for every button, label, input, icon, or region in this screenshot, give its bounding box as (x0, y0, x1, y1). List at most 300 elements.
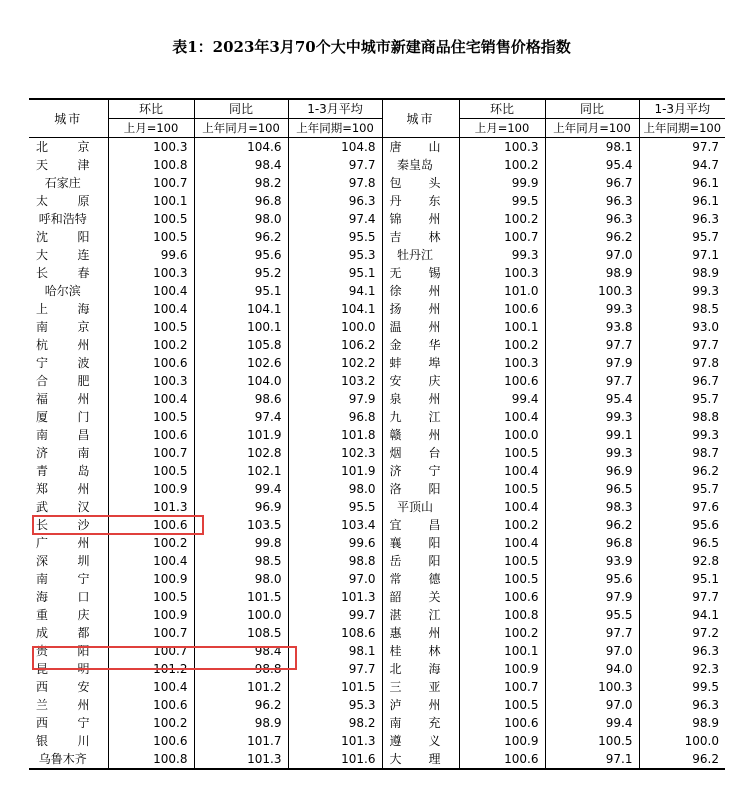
right-value-yoy: 95.5 (545, 606, 639, 624)
right-value-avg: 93.0 (639, 318, 725, 336)
header-avg-base-right: 上年同期=100 (639, 119, 725, 138)
right-value-avg: 98.8 (639, 408, 725, 426)
left-city-name: 北京 (36, 140, 90, 154)
right-value-mom: 100.6 (459, 300, 545, 318)
table-row (29, 192, 725, 210)
right-value-yoy: 97.7 (545, 372, 639, 390)
right-value-yoy: 95.6 (545, 570, 639, 588)
table-row (29, 462, 725, 480)
left-value-avg: 97.8 (288, 174, 382, 192)
right-value-mom: 100.1 (459, 642, 545, 660)
right-city-name: 南充 (382, 714, 459, 732)
left-city-name: 呼和浩特 (38, 212, 87, 226)
right-value-mom: 100.4 (459, 498, 545, 516)
right-value-avg: 92.8 (639, 552, 725, 570)
left-city-name: 西宁 (36, 716, 90, 730)
right-value-mom: 100.9 (459, 660, 545, 678)
right-value-avg: 98.9 (639, 264, 725, 282)
left-city-name: 长春 (36, 266, 90, 280)
right-value-avg: 97.2 (639, 624, 725, 642)
header-city-right: 城市 (382, 99, 459, 138)
right-city-name: 丹东 (382, 192, 459, 210)
table-row (29, 732, 725, 750)
left-value-avg: 94.1 (288, 282, 382, 300)
left-value-mom: 100.2 (108, 336, 194, 354)
left-value-yoy: 100.1 (194, 318, 288, 336)
right-value-yoy: 96.3 (545, 210, 639, 228)
left-value-yoy: 98.2 (194, 174, 288, 192)
right-value-mom: 100.2 (459, 624, 545, 642)
left-value-mom: 100.8 (108, 156, 194, 174)
left-value-avg: 98.8 (288, 552, 382, 570)
left-value-mom: 100.9 (108, 480, 194, 498)
left-value-avg: 101.6 (288, 750, 382, 769)
left-value-avg: 104.1 (288, 300, 382, 318)
table-row (29, 588, 725, 606)
left-value-yoy: 101.5 (194, 588, 288, 606)
left-value-avg: 95.3 (288, 246, 382, 264)
left-city-name: 长沙 (36, 518, 90, 532)
left-city-name: 石家庄 (44, 176, 81, 190)
left-value-yoy: 99.4 (194, 480, 288, 498)
left-value-avg: 102.3 (288, 444, 382, 462)
right-value-yoy: 96.5 (545, 480, 639, 498)
left-value-mom: 101.3 (108, 498, 194, 516)
table-row (29, 408, 725, 426)
table-row (29, 246, 725, 264)
right-value-mom: 100.1 (459, 318, 545, 336)
left-value-yoy: 95.6 (194, 246, 288, 264)
right-value-mom: 100.9 (459, 732, 545, 750)
right-value-avg: 99.3 (639, 282, 725, 300)
right-city-name: 无锡 (382, 264, 459, 282)
right-city-name: 赣州 (382, 426, 459, 444)
right-city-name: 唐山 (382, 138, 459, 157)
left-value-avg: 106.2 (288, 336, 382, 354)
left-value-avg: 97.7 (288, 156, 382, 174)
right-value-avg: 96.2 (639, 462, 725, 480)
table-row (29, 354, 725, 372)
right-city-name: 遵义 (382, 732, 459, 750)
left-value-avg: 97.4 (288, 210, 382, 228)
right-value-yoy: 97.9 (545, 354, 639, 372)
right-value-yoy: 97.0 (545, 246, 639, 264)
right-city-name: 三亚 (382, 678, 459, 696)
right-city-name: 九江 (382, 408, 459, 426)
left-value-mom: 100.4 (108, 390, 194, 408)
right-value-mom: 100.4 (459, 534, 545, 552)
left-value-yoy: 104.6 (194, 138, 288, 157)
right-value-yoy: 96.7 (545, 174, 639, 192)
table-row (29, 372, 725, 390)
right-city-name: 桂林 (382, 642, 459, 660)
left-city-name: 成都 (36, 626, 90, 640)
left-value-yoy: 104.0 (194, 372, 288, 390)
left-value-mom: 100.7 (108, 642, 194, 660)
right-value-mom: 100.0 (459, 426, 545, 444)
right-value-mom: 100.8 (459, 606, 545, 624)
left-value-yoy: 96.8 (194, 192, 288, 210)
right-value-yoy: 98.9 (545, 264, 639, 282)
left-value-mom: 100.9 (108, 570, 194, 588)
left-value-mom: 100.3 (108, 372, 194, 390)
right-value-avg: 96.3 (639, 642, 725, 660)
left-value-yoy: 105.8 (194, 336, 288, 354)
left-city-name: 昆明 (36, 662, 90, 676)
left-value-mom: 100.7 (108, 624, 194, 642)
left-value-mom: 100.6 (108, 732, 194, 750)
right-value-yoy: 96.3 (545, 192, 639, 210)
left-value-avg: 104.8 (288, 138, 382, 157)
left-value-mom: 100.5 (108, 318, 194, 336)
left-city-name: 杭州 (36, 338, 90, 352)
right-value-mom: 100.6 (459, 372, 545, 390)
left-value-mom: 100.7 (108, 174, 194, 192)
table-row (29, 174, 725, 192)
table-row (29, 336, 725, 354)
header-avg: 1-3月平均 (288, 99, 382, 119)
left-city-name: 银川 (36, 734, 90, 748)
left-value-avg: 98.2 (288, 714, 382, 732)
left-value-avg: 98.0 (288, 480, 382, 498)
table-row (29, 282, 725, 300)
right-value-avg: 98.7 (639, 444, 725, 462)
right-city-name: 温州 (382, 318, 459, 336)
left-value-avg: 108.6 (288, 624, 382, 642)
header-city: 城市 (29, 99, 108, 138)
left-city-name: 济南 (36, 446, 90, 460)
left-value-mom: 100.5 (108, 210, 194, 228)
right-city-name: 泸州 (382, 696, 459, 714)
table-row (29, 480, 725, 498)
right-value-avg: 94.1 (639, 606, 725, 624)
right-value-mom: 100.5 (459, 552, 545, 570)
right-value-yoy: 97.9 (545, 588, 639, 606)
right-city-name: 宜昌 (382, 516, 459, 534)
left-value-mom: 100.2 (108, 714, 194, 732)
right-value-avg: 98.9 (639, 714, 725, 732)
right-city-name: 包头 (382, 174, 459, 192)
right-value-avg: 96.2 (639, 750, 725, 769)
left-value-avg: 96.3 (288, 192, 382, 210)
right-value-yoy: 99.3 (545, 300, 639, 318)
table-row (29, 228, 725, 246)
left-city-name: 南京 (36, 320, 90, 334)
left-value-mom: 100.9 (108, 606, 194, 624)
left-value-avg: 97.0 (288, 570, 382, 588)
right-city-name: 吉林 (382, 228, 459, 246)
right-city-name: 蚌埠 (382, 354, 459, 372)
left-value-mom: 100.7 (108, 444, 194, 462)
left-city-name: 海口 (36, 590, 90, 604)
right-city-name: 烟台 (382, 444, 459, 462)
header-mom-base-right: 上月=100 (459, 119, 545, 138)
right-value-mom: 100.6 (459, 588, 545, 606)
right-value-yoy: 96.2 (545, 516, 639, 534)
right-value-yoy: 98.1 (545, 138, 639, 157)
right-value-yoy: 98.3 (545, 498, 639, 516)
table-row (29, 156, 725, 174)
right-value-avg: 96.1 (639, 192, 725, 210)
right-value-yoy: 97.7 (545, 336, 639, 354)
right-value-avg: 97.6 (639, 498, 725, 516)
right-city-name: 平顶山 (382, 498, 459, 516)
left-value-yoy: 101.3 (194, 750, 288, 769)
left-value-avg: 103.4 (288, 516, 382, 534)
left-value-mom: 100.5 (108, 462, 194, 480)
right-value-yoy: 95.4 (545, 390, 639, 408)
right-value-mom: 100.6 (459, 714, 545, 732)
left-value-mom: 100.6 (108, 426, 194, 444)
right-value-yoy: 97.0 (545, 696, 639, 714)
right-city-name: 牡丹江 (382, 246, 459, 264)
left-city-name: 太原 (36, 194, 90, 208)
right-city-name: 徐州 (382, 282, 459, 300)
right-value-mom: 101.0 (459, 282, 545, 300)
left-value-mom: 100.3 (108, 138, 194, 157)
left-value-mom: 100.4 (108, 678, 194, 696)
left-value-avg: 95.5 (288, 498, 382, 516)
left-value-mom: 100.6 (108, 516, 194, 534)
right-value-mom: 100.7 (459, 228, 545, 246)
left-city-name: 乌鲁木齐 (38, 752, 87, 766)
right-city-name: 常德 (382, 570, 459, 588)
right-value-avg: 96.7 (639, 372, 725, 390)
left-value-mom: 100.4 (108, 282, 194, 300)
left-value-yoy: 100.0 (194, 606, 288, 624)
left-city-name: 合肥 (36, 374, 90, 388)
table-row (29, 426, 725, 444)
left-city-name: 贵阳 (36, 644, 90, 658)
right-value-yoy: 100.5 (545, 732, 639, 750)
right-value-mom: 100.5 (459, 480, 545, 498)
right-value-mom: 100.3 (459, 138, 545, 157)
left-value-avg: 101.8 (288, 426, 382, 444)
left-value-mom: 100.6 (108, 696, 194, 714)
right-value-mom: 99.3 (459, 246, 545, 264)
table-row (29, 660, 725, 678)
left-value-mom: 100.5 (108, 408, 194, 426)
left-value-avg: 97.7 (288, 660, 382, 678)
left-value-yoy: 95.1 (194, 282, 288, 300)
left-value-mom: 100.4 (108, 300, 194, 318)
right-value-yoy: 99.3 (545, 444, 639, 462)
left-value-yoy: 98.0 (194, 210, 288, 228)
table-row (29, 264, 725, 282)
header-yoy-base-right: 上年同月=100 (545, 119, 639, 138)
left-city-name: 郑州 (36, 482, 90, 496)
left-value-yoy: 102.6 (194, 354, 288, 372)
left-value-yoy: 98.9 (194, 714, 288, 732)
left-value-yoy: 108.5 (194, 624, 288, 642)
price-index-table (29, 98, 725, 770)
table-row (29, 714, 725, 732)
right-value-mom: 100.5 (459, 696, 545, 714)
left-value-mom: 99.6 (108, 246, 194, 264)
header-yoy-right: 同比 (545, 99, 639, 119)
right-city-name: 大理 (382, 750, 459, 769)
left-value-avg: 96.8 (288, 408, 382, 426)
left-value-avg: 101.3 (288, 732, 382, 750)
right-value-mom: 100.3 (459, 264, 545, 282)
right-city-name: 岳阳 (382, 552, 459, 570)
table-row (29, 624, 725, 642)
left-value-yoy: 101.2 (194, 678, 288, 696)
right-city-name: 襄阳 (382, 534, 459, 552)
right-value-yoy: 97.0 (545, 642, 639, 660)
right-value-yoy: 93.8 (545, 318, 639, 336)
right-value-mom: 100.3 (459, 354, 545, 372)
right-value-yoy: 93.9 (545, 552, 639, 570)
right-value-mom: 99.4 (459, 390, 545, 408)
left-value-yoy: 98.8 (194, 660, 288, 678)
right-value-mom: 100.7 (459, 678, 545, 696)
header-avg-base: 上年同期=100 (288, 119, 382, 138)
right-value-avg: 96.3 (639, 696, 725, 714)
right-city-name: 湛江 (382, 606, 459, 624)
table-row (29, 444, 725, 462)
right-value-avg: 95.6 (639, 516, 725, 534)
right-value-avg: 96.5 (639, 534, 725, 552)
table-row (29, 138, 725, 157)
left-value-avg: 101.9 (288, 462, 382, 480)
right-value-yoy: 96.8 (545, 534, 639, 552)
left-value-yoy: 95.2 (194, 264, 288, 282)
table-row (29, 210, 725, 228)
right-value-mom: 100.4 (459, 408, 545, 426)
header-mom: 环比 (108, 99, 194, 119)
right-city-name: 泉州 (382, 390, 459, 408)
table-row (29, 678, 725, 696)
right-city-name: 金华 (382, 336, 459, 354)
left-value-avg: 95.1 (288, 264, 382, 282)
right-city-name: 韶关 (382, 588, 459, 606)
right-value-mom: 100.4 (459, 462, 545, 480)
right-value-avg: 92.3 (639, 660, 725, 678)
left-value-avg: 100.0 (288, 318, 382, 336)
left-value-mom: 100.5 (108, 588, 194, 606)
left-value-yoy: 104.1 (194, 300, 288, 318)
left-city-name: 天津 (36, 158, 90, 172)
left-value-yoy: 102.8 (194, 444, 288, 462)
right-city-name: 锦州 (382, 210, 459, 228)
right-value-avg: 97.7 (639, 138, 725, 157)
left-value-yoy: 96.2 (194, 228, 288, 246)
left-city-name: 青岛 (36, 464, 90, 478)
right-value-mom: 100.2 (459, 336, 545, 354)
right-value-avg: 100.0 (639, 732, 725, 750)
left-value-avg: 102.2 (288, 354, 382, 372)
table-row (29, 300, 725, 318)
right-value-avg: 96.3 (639, 210, 725, 228)
right-value-mom: 100.2 (459, 210, 545, 228)
table-row (29, 390, 725, 408)
left-value-avg: 98.1 (288, 642, 382, 660)
table-row (29, 750, 725, 769)
left-value-mom: 100.1 (108, 192, 194, 210)
left-value-yoy: 102.1 (194, 462, 288, 480)
left-city-name: 上海 (36, 302, 90, 316)
left-value-yoy: 98.5 (194, 552, 288, 570)
right-value-mom: 100.5 (459, 570, 545, 588)
right-value-yoy: 97.7 (545, 624, 639, 642)
right-value-avg: 96.1 (639, 174, 725, 192)
right-value-avg: 97.8 (639, 354, 725, 372)
header-yoy: 同比 (194, 99, 288, 119)
right-value-mom: 99.9 (459, 174, 545, 192)
left-city-name: 南宁 (36, 572, 90, 586)
left-value-yoy: 101.7 (194, 732, 288, 750)
left-city-name: 沈阳 (36, 230, 90, 244)
right-value-mom: 99.5 (459, 192, 545, 210)
table-row (29, 498, 725, 516)
right-value-yoy: 94.0 (545, 660, 639, 678)
left-value-avg: 101.5 (288, 678, 382, 696)
left-value-yoy: 98.4 (194, 642, 288, 660)
right-value-avg: 95.1 (639, 570, 725, 588)
right-value-avg: 95.7 (639, 228, 725, 246)
right-value-yoy: 99.1 (545, 426, 639, 444)
left-value-yoy: 97.4 (194, 408, 288, 426)
left-value-yoy: 96.2 (194, 696, 288, 714)
left-city-name: 哈尔滨 (44, 284, 81, 298)
table-row (29, 516, 725, 534)
left-city-name: 宁波 (36, 356, 90, 370)
left-city-name: 西安 (36, 680, 90, 694)
table-row (29, 606, 725, 624)
right-value-yoy: 99.3 (545, 408, 639, 426)
right-value-yoy: 100.3 (545, 678, 639, 696)
table-title: 表1：2023年3月70个大中城市新建商品住宅销售价格指数 (172, 38, 571, 56)
right-city-name: 北海 (382, 660, 459, 678)
left-value-avg: 95.3 (288, 696, 382, 714)
left-city-name: 重庆 (36, 608, 90, 622)
right-value-avg: 97.7 (639, 588, 725, 606)
table-row (29, 696, 725, 714)
left-value-avg: 95.5 (288, 228, 382, 246)
right-value-avg: 94.7 (639, 156, 725, 174)
right-value-mom: 100.2 (459, 156, 545, 174)
left-value-avg: 101.3 (288, 588, 382, 606)
right-value-avg: 99.5 (639, 678, 725, 696)
left-value-avg: 99.7 (288, 606, 382, 624)
right-value-yoy: 99.4 (545, 714, 639, 732)
table-row (29, 570, 725, 588)
right-value-avg: 99.3 (639, 426, 725, 444)
left-value-yoy: 98.4 (194, 156, 288, 174)
right-value-avg: 95.7 (639, 480, 725, 498)
left-city-name: 福州 (36, 392, 90, 406)
right-value-mom: 100.6 (459, 750, 545, 769)
table-row (29, 318, 725, 336)
left-value-mom: 100.3 (108, 264, 194, 282)
left-city-name: 兰州 (36, 698, 90, 712)
left-value-mom: 101.2 (108, 660, 194, 678)
left-value-yoy: 103.5 (194, 516, 288, 534)
right-city-name: 济宁 (382, 462, 459, 480)
right-city-name: 安庆 (382, 372, 459, 390)
right-value-avg: 97.7 (639, 336, 725, 354)
left-value-mom: 100.5 (108, 228, 194, 246)
left-city-name: 广州 (36, 536, 90, 550)
right-value-yoy: 97.1 (545, 750, 639, 769)
right-value-avg: 98.5 (639, 300, 725, 318)
left-value-yoy: 96.9 (194, 498, 288, 516)
left-city-name: 南昌 (36, 428, 90, 442)
right-value-yoy: 96.2 (545, 228, 639, 246)
right-value-yoy: 96.9 (545, 462, 639, 480)
table-row (29, 642, 725, 660)
